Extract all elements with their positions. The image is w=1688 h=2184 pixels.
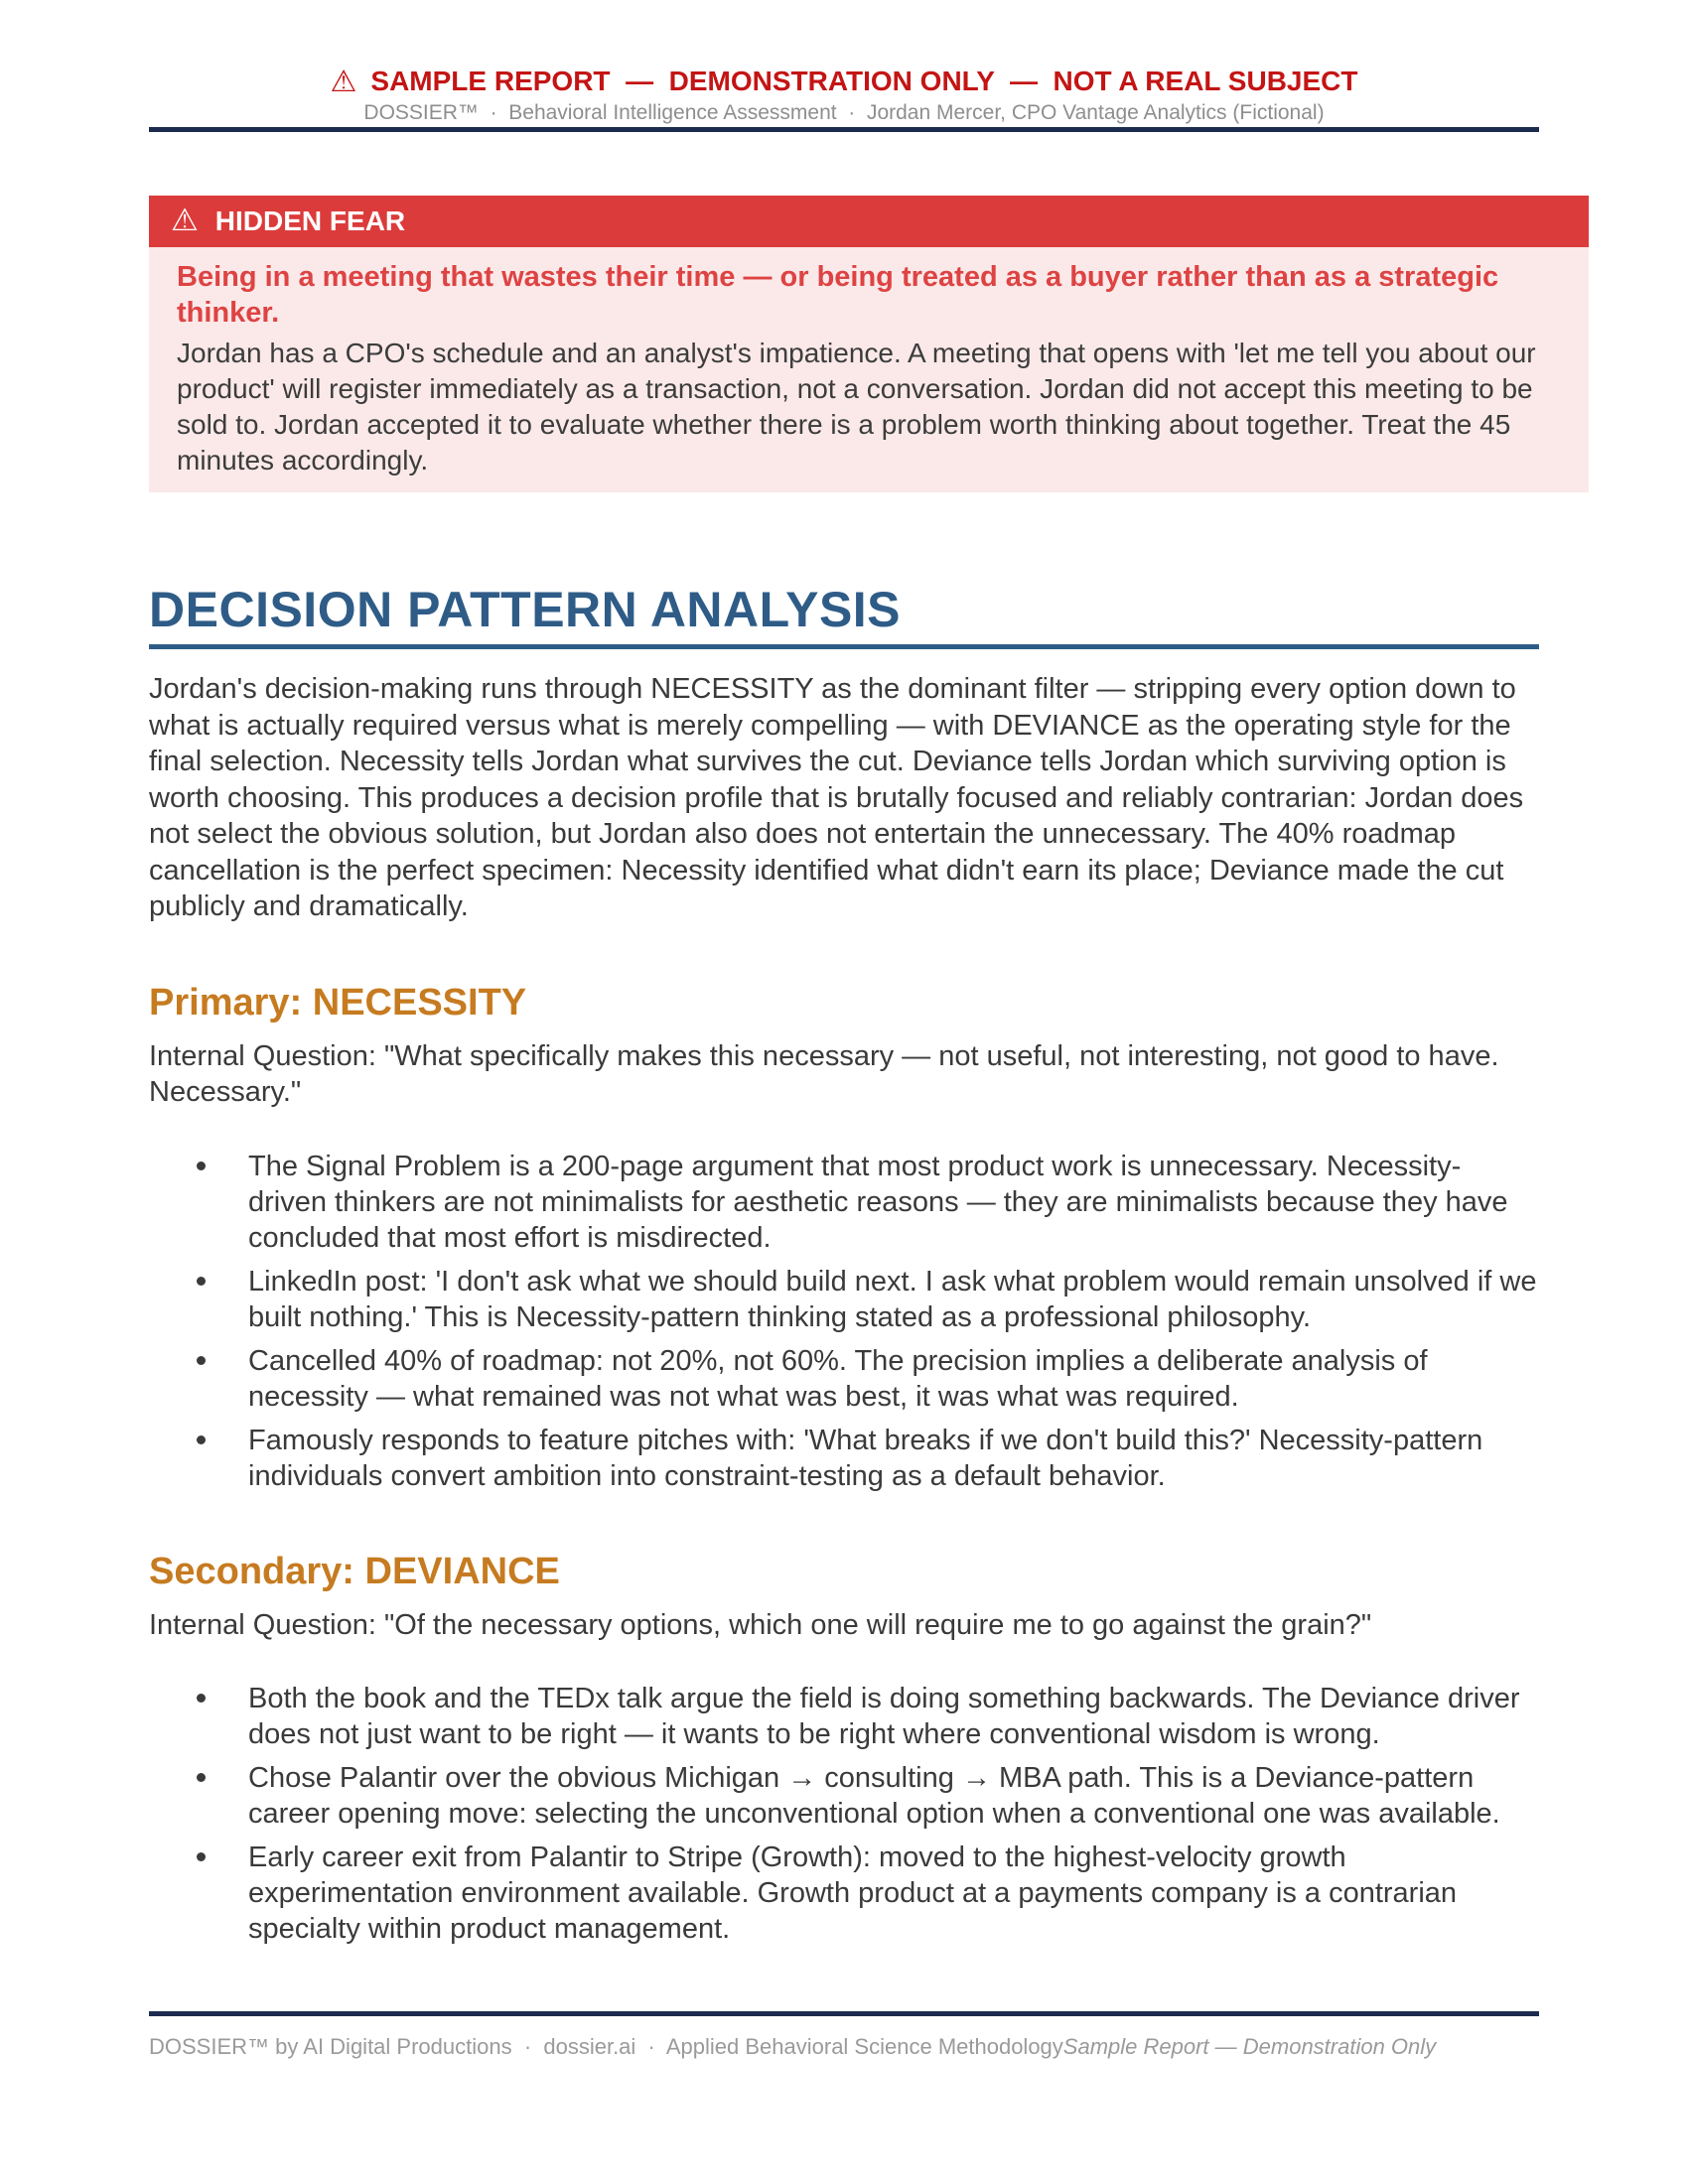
report-header xyxy=(149,0,1539,132)
hidden-fear-lead: Being in a meeting that wastes their time — or being treated as a buyer rather than as a strategic thinker. xyxy=(177,261,1499,329)
hidden-fear-header xyxy=(149,196,1589,247)
section-title: DECISION PATTERN ANALYSIS xyxy=(149,584,1539,649)
warning-icon: ⚠ xyxy=(171,203,199,237)
footer-brand-line: DOSSIER™ by AI Digital Productions · dossier.ai · Applied Behavioral Science Methodology xyxy=(149,2034,1063,2059)
list-item: Both the book and the TEDx talk argue the field is doing something backwards. The Deviance driver does not just want to be right — it wants to be right where conventional wisdom is wrong. xyxy=(149,1681,1539,1752)
report-footer xyxy=(149,2011,1539,2063)
list-item: Early career exit from Palantir to Stripe (Growth): moved to the highest-velocity growth experimentation environment available. Growth product at a payments company is a contrarian specialty within product management. xyxy=(149,1840,1539,1947)
report-subtitle: DOSSIER™ · Behavioral Intelligence Assessment · Jordan Mercer, CPO Vantage Analytics (Fictional) xyxy=(363,101,1325,124)
list-item: The Signal Problem is a 200-page argument that most product work is unnecessary. Necessity-driven thinkers are not minimalists for aesthetic reasons — they are minimalists because they have concluded that most effort is misdirected. xyxy=(149,1149,1539,1256)
secondary-bullet-list xyxy=(149,1681,1539,1947)
footer-sample-note: Sample Report — Demonstration Only xyxy=(1062,2034,1437,2059)
primary-internal-question: Internal Question: "What specifically makes this necessary — not useful, not interesting, not good to have. Necessary." xyxy=(149,1039,1499,1108)
list-item: Famously responds to feature pitches with: 'What breaks if we don't build this?' Necessity-pattern individuals convert ambition into constraint-testing as a default behavior. xyxy=(149,1423,1539,1494)
list-item: Chose Palantir over the obvious Michigan → consulting → MBA path. This is a Deviance-pattern career opening move: selecting the unconventional option when a conventional one was available. xyxy=(149,1760,1539,1832)
decision-pattern-analysis-section xyxy=(149,584,1539,1947)
hidden-fear-body xyxy=(149,247,1589,492)
section-intro-paragraph: Jordan's decision-making runs through NECESSITY as the dominant filter — stripping every option down to what is actually required versus what is merely compelling — with DEVIANCE as the operating style for the final selection. Necessity tells Jordan what survives the cut. Deviance tells Jordan which surviving option is worth choosing. This produces a decision profile that is brutally focused and reliably contrarian: Jordan does not select the obvious solution, but Jordan also does not entertain the unnecessary. The 40% roadmap cancellation is the perfect specimen: Necessity identified what didn't earn its place; Deviance made the cut publicly and dramatically. xyxy=(149,673,1524,922)
secondary-internal-question: Internal Question: "Of the necessary options, which one will require me to go against the grain?" xyxy=(149,1608,1372,1641)
hidden-fear-text: Jordan has a CPO's schedule and an analyst's impatience. A meeting that opens with 'let me tell you about our product' will register immediately as a transaction, not a conversation. Jordan did not accept this meeting to be sold to. Jordan accepted it to evaluate whether there is a problem worth thinking about together. Treat the 45 minutes accordingly. xyxy=(177,338,1536,476)
hidden-fear-callout xyxy=(149,196,1589,492)
list-item: LinkedIn post: 'I don't ask what we should build next. I ask what problem would remain unsolved if we built nothing.' This is Necessity-pattern thinking stated as a professional philosophy. xyxy=(149,1264,1539,1335)
hidden-fear-label: HIDDEN FEAR xyxy=(214,205,406,236)
warning-icon: ⚠ xyxy=(330,66,357,98)
list-item: Cancelled 40% of roadmap: not 20%, not 60%. The precision implies a deliberate analysis of necessity — what remained was not what was best, it was what was required. xyxy=(149,1343,1539,1415)
primary-necessity-heading: Primary: NECESSITY xyxy=(149,981,527,1024)
sample-report-warning-title xyxy=(149,66,1539,97)
primary-bullet-list xyxy=(149,1149,1539,1494)
footer-text xyxy=(149,2030,1519,2063)
sample-report-warning-text: SAMPLE REPORT — DEMONSTRATION ONLY — NOT A REAL SUBJECT xyxy=(370,66,1358,96)
secondary-deviance-heading: Secondary: DEVIANCE xyxy=(149,1550,560,1592)
